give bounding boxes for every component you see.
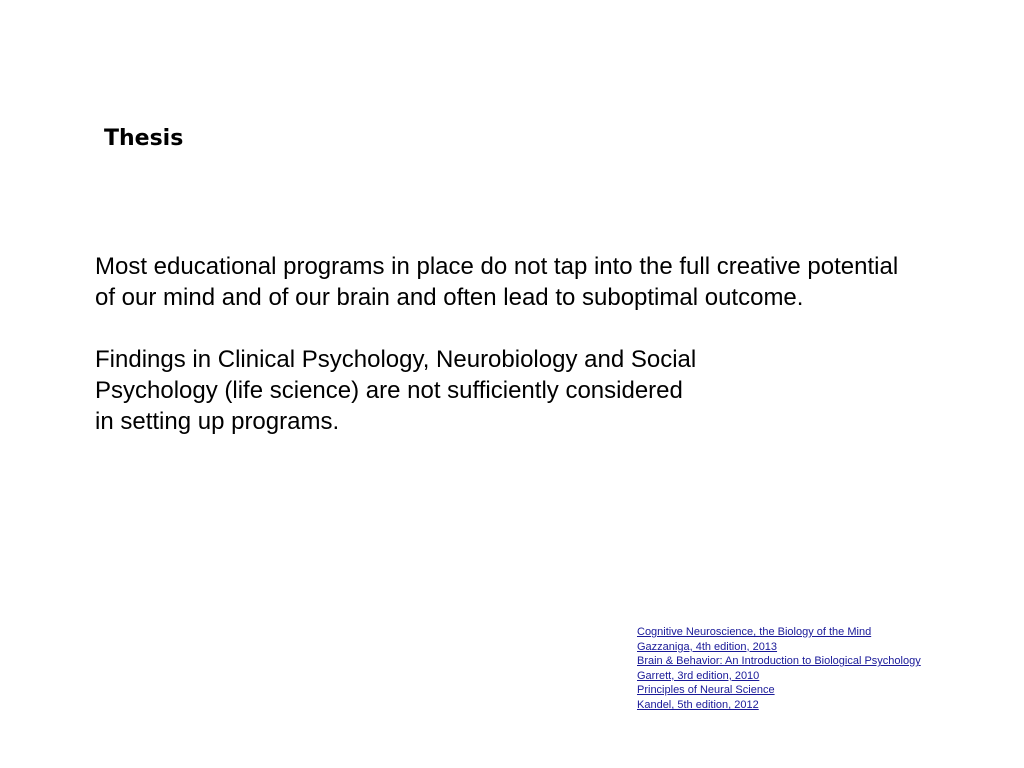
- reference-link-garrett-edition[interactable]: Garrett, 3rd edition, 2010: [637, 669, 760, 682]
- reference-link-gazzaniga-title[interactable]: Cognitive Neuroscience, the Biology of the Mind: [637, 626, 872, 638]
- findings-line-2: Psychology (life science) are not sufficiently considered: [95, 377, 683, 404]
- reference-link-garrett-title[interactable]: Brain & Behavior: An Introduction to Biological Psychology: [637, 655, 921, 668]
- findings-paragraph: [95, 344, 995, 437]
- reference-link-kandel-title[interactable]: Principles of Neural Science: [637, 684, 775, 697]
- slide-title: Thesis: [104, 126, 184, 151]
- thesis-paragraph: [95, 251, 995, 313]
- findings-line-3: in setting up programs.: [95, 408, 340, 435]
- thesis-line-1: Most educational programs in place do not tap into the full creative potential: [95, 253, 899, 280]
- reference-link-kandel-edition[interactable]: Kandel, 5th edition, 2012: [637, 698, 759, 711]
- findings-line-1: Findings in Clinical Psychology, Neurobiology and Social: [95, 346, 697, 373]
- thesis-line-2: of our mind and of our brain and often lead to suboptimal outcome.: [95, 284, 804, 311]
- reference-link-gazzaniga-edition[interactable]: Gazzaniga, 4th edition, 2013: [637, 640, 778, 653]
- references-list: [637, 625, 921, 713]
